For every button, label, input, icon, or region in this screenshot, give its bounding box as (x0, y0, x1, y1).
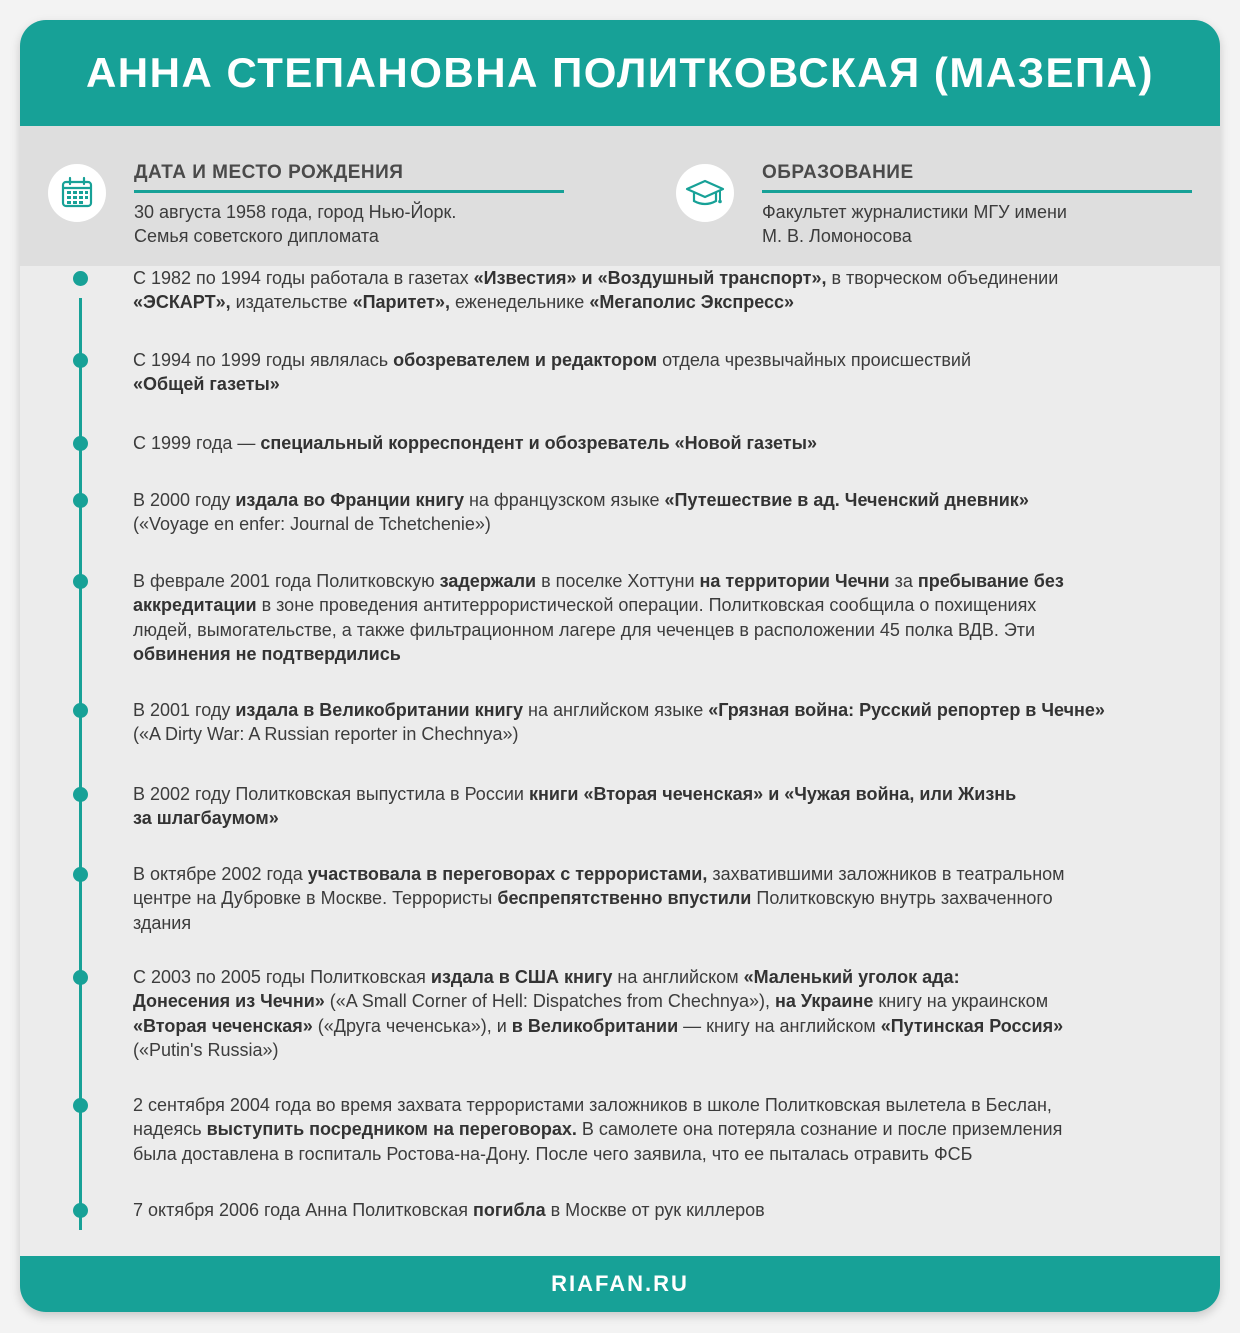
timeline-text-segment: в Москве от рук киллеров (545, 1200, 765, 1220)
timeline-text-segment: надеясь (133, 1119, 207, 1140)
timeline-text-bold: обозревателем и редактором (393, 350, 658, 370)
timeline-text (133, 698, 1188, 747)
timeline-text-segment: («Putin's Russia») (133, 1039, 279, 1060)
timeline-dot (73, 867, 88, 882)
timeline-text-bold: в Великобритании (511, 1015, 679, 1036)
timeline-text-segment: («A Dirty War: A Russian reporter in Chechnya») (133, 724, 519, 745)
timeline-text (133, 862, 1188, 935)
timeline-dot (73, 436, 88, 451)
timeline-text-segment: издательстве (230, 292, 353, 313)
timeline-text-segment: центре на Дубровке в Москве. Террористы (133, 888, 498, 909)
timeline-text-segment: С 1982 по 1994 годы работала в газетах (133, 268, 474, 288)
timeline-text-segment: В 2002 году Политковская выпустила в России (133, 784, 529, 804)
timeline-text-segment: еженедельнике (450, 292, 590, 313)
timeline-text-segment: В 2000 году (133, 490, 236, 510)
education-line-2: М. В. Ломоносова (762, 226, 912, 246)
timeline-text (133, 348, 1188, 397)
birth-line-1: 30 августа 1958 года, город Нью-Йорк. (134, 202, 457, 222)
timeline-text-segment: С 1994 по 1999 годы являлась (133, 350, 394, 370)
timeline-text-segment: в зоне проведения антитеррористической операции. Политковская сообщила о похищениях (256, 595, 1037, 616)
timeline-text-segment: В 2001 году (133, 700, 236, 720)
timeline-text-segment: С 2003 по 2005 годы Политковская (133, 967, 431, 987)
timeline-text-segment: в поселке Хоттуни (536, 571, 700, 591)
timeline-text-bold: издала во Франции книгу (235, 490, 464, 510)
timeline-text-segment: 2 сентября 2004 года во время захвата террористами заложников в школе Политковская вылетела в Беслан, (133, 1095, 1052, 1115)
infographic-card (20, 20, 1220, 1312)
timeline-text (133, 569, 1188, 666)
education-line-1: Факультет журналистики МГУ имени (762, 202, 1067, 222)
timeline-text-bold: «ЭСКАРТ», (133, 292, 231, 313)
timeline-text (133, 431, 1188, 455)
timeline-text (133, 1093, 1188, 1166)
birth-text (134, 200, 456, 248)
timeline-dot (73, 1098, 88, 1113)
timeline-text-segment: В самолете она потеряла сознание и после приземления (576, 1119, 1063, 1140)
timeline-dot (73, 353, 88, 368)
calendar-icon (48, 164, 106, 222)
timeline-text-bold: «Мегаполис Экспресс» (589, 292, 795, 313)
timeline-text-bold: аккредитации (133, 595, 257, 616)
timeline-text-segment: на английском языке (523, 700, 709, 720)
timeline-text-segment: («A Small Corner of Hell: Dispatches from Chechnya»), (324, 991, 775, 1012)
timeline-text-segment: людей, вымогательстве, а также фильтрационном лагере для чеченцев в расположении 45 полка ВДВ. Эти (133, 619, 1036, 640)
timeline-text-segment: в творческом объединении (826, 268, 1059, 288)
education-text (762, 200, 1067, 248)
timeline-text (133, 488, 1188, 537)
info-band (20, 126, 1220, 266)
timeline-text-bold: участвовала в переговорах с террористами, (307, 864, 708, 884)
timeline-text-bold: за шлагбаумом» (133, 808, 279, 829)
page-title: АННА СТЕПАНОВНА ПОЛИТКОВСКАЯ (МАЗЕПА) (85, 49, 1155, 96)
birth-line-2: Семья советского дипломата (134, 226, 379, 246)
education-heading: ОБРАЗОВАНИЕ (762, 162, 914, 183)
graduation-cap-icon (676, 164, 734, 222)
timeline-text-bold: «Грязная война: Русский репортер в Чечне» (708, 700, 1105, 720)
timeline-text-bold: «Путинская Россия» (880, 1015, 1064, 1036)
timeline-text-segment: на английском (612, 967, 744, 987)
timeline-text-bold: Донесения из Чечни» (133, 991, 325, 1012)
timeline-text-segment: книгу на украинском (873, 991, 1049, 1012)
timeline-text-segment: В феврале 2001 года Политковскую (133, 571, 440, 591)
education-underline (762, 190, 1192, 193)
timeline-text-bold: «Путешествие в ад. Чеченский дневник» (664, 490, 1029, 510)
timeline-text-segment: 7 октября 2006 года Анна Политковская (133, 1200, 474, 1220)
timeline-text-segment: Политковскую внутрь захваченного (751, 888, 1053, 909)
timeline-text (133, 266, 1188, 315)
timeline-text (133, 782, 1188, 831)
timeline-dot (73, 970, 88, 985)
timeline-text-segment: захватившими заложников в театральном (707, 864, 1065, 884)
timeline-text-bold: издала в США книгу (430, 967, 613, 987)
timeline-text-segment: была доставлена в госпиталь Ростова-на-Дону. После чего заявила, что ее пыталась отравить ФСБ (133, 1143, 973, 1164)
timeline-text-bold: специальный корреспондент и обозреватель «Новой газеты» (260, 433, 817, 453)
timeline-text-bold: «Общей газеты» (133, 374, 280, 395)
timeline-text-bold: «Известия» и «Воздушный транспорт», (473, 268, 827, 288)
timeline-text (133, 965, 1188, 1062)
education-block (676, 126, 1196, 266)
timeline-dot (73, 1203, 88, 1218)
timeline-text-segment: здания (133, 912, 192, 933)
timeline-text-segment: С 1999 года — (133, 433, 261, 453)
timeline-text-bold: погибла (473, 1200, 546, 1220)
birth-block (48, 126, 588, 266)
timeline-dot (73, 787, 88, 802)
timeline-text-bold: обвинения не подтвердились (133, 643, 401, 664)
timeline-text-bold: выступить посредником на переговорах. (206, 1119, 577, 1140)
header (20, 20, 1220, 126)
timeline-text-segment: В октябре 2002 года (133, 864, 308, 884)
timeline-text-bold: «Вторая чеченская» (133, 1015, 313, 1036)
timeline-text-bold: на Украине (774, 991, 874, 1012)
timeline-text-bold: задержали (439, 571, 537, 591)
timeline-text-segment: на французском языке (463, 490, 665, 510)
timeline-text-bold: издала в Великобритании книгу (235, 700, 524, 720)
footer (20, 1256, 1220, 1312)
timeline-text-bold: книги «Вторая чеченская» и «Чужая война, или Жизнь (528, 784, 1017, 804)
timeline-text-segment: («Друга чеченська»), и (312, 1015, 512, 1036)
timeline-dot (73, 271, 88, 286)
timeline-dot (73, 493, 88, 508)
timeline-text-bold: пребывание без (917, 571, 1064, 591)
timeline-text-bold: «Паритет», (352, 292, 450, 313)
timeline-text-bold: беспрепятственно впустили (497, 888, 752, 909)
timeline-text-segment: («Voyage en enfer: Journal de Tchetchenie») (133, 514, 491, 535)
timeline-text-segment: — книгу на английском (678, 1015, 881, 1036)
timeline-text-segment: за (889, 571, 918, 591)
timeline-text-bold: «Маленький уголок ада: (743, 967, 960, 987)
timeline-dot (73, 703, 88, 718)
timeline-text (133, 1198, 1188, 1222)
birth-heading: ДАТА И МЕСТО РОЖДЕНИЯ (134, 162, 404, 183)
birth-underline (134, 190, 564, 193)
timeline-dot (73, 574, 88, 589)
timeline-text-bold: на территории Чечни (699, 571, 890, 591)
timeline-text-segment: отдела чрезвычайных происшествий (657, 350, 972, 370)
footer-site: RIAFAN.RU (551, 1271, 689, 1296)
